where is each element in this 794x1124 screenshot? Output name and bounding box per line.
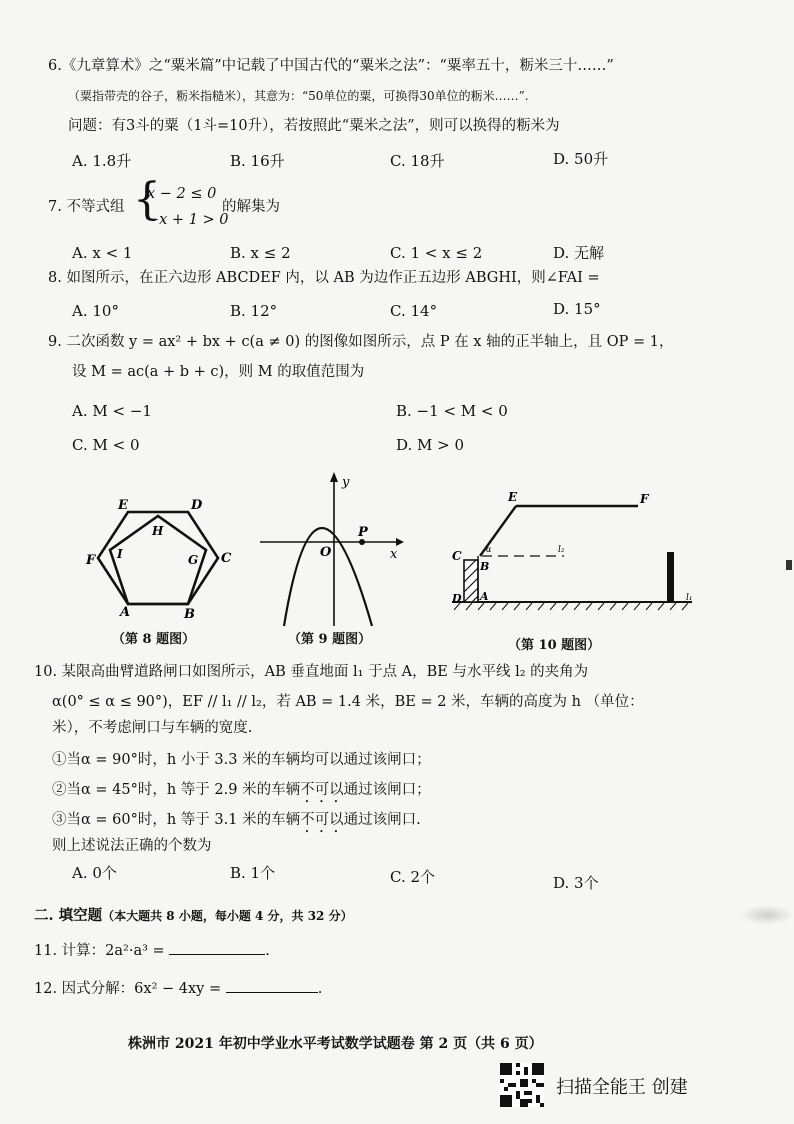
q12-text: 12. 因式分解：6x² − 4xy = (34, 981, 222, 997)
figure-8-hexagon-pentagon (84, 492, 244, 622)
hex-label-g: G (188, 553, 199, 567)
point-label-p: P (358, 525, 368, 540)
hex-label-b: B (184, 607, 195, 622)
gate-label-c: C (452, 549, 462, 563)
gate-label-l2: l₂ (558, 545, 565, 555)
q10-ask: 则上述说法正确的个数为 (52, 838, 212, 854)
q9-option-d: D. M > 0 (396, 436, 465, 454)
q10-s3-emphasis: 不可以 (300, 812, 344, 828)
figure-10-caption: （第 10 题图） (508, 638, 601, 653)
gate-label-d: D (452, 592, 462, 605)
q12-end: . (317, 981, 323, 997)
q6-option-a: A. 1.8升 (72, 152, 132, 170)
qr-code-icon (500, 1063, 544, 1107)
q7-option-d: D. 无解 (553, 244, 605, 262)
section-2-heading (34, 906, 353, 926)
q6-line3: 问题：有3斗的粟（1斗=10升），若按照此“粟米之法”，则可以换得的粝米为 (68, 118, 560, 134)
q6-line1: 6.《九章算术》之“粟米篇”中记载了中国古代的“粟米之法”：“粟率五十，粝米三十……” (48, 58, 614, 74)
q10-s2-emphasis: 不可以 (300, 782, 344, 798)
q9-line1: 9. 二次函数 y = ax² + bx + c(a ≠ 0) 的图像如图所示，点 P 在 x 轴的正半轴上，且 OP = 1， (48, 334, 674, 350)
q10-line1: 10. 某限高曲臂道路闸口如图所示，AB 垂直地面 l₁ 于点 A，BE 与水平线 l₂ 的夹角为 (34, 664, 589, 680)
q7-suffix: 的解集为 (222, 199, 280, 215)
figure-9-parabola (254, 470, 404, 630)
hex-label-c: C (221, 551, 232, 566)
q8-line1: 8. 如图所示，在正六边形 ABCDEF 内，以 AB 为边作正五边形 ABGHI，则∠FAI = (48, 270, 600, 286)
hex-label-h: H (152, 524, 164, 538)
q10-statement-2 (52, 780, 431, 806)
q11-end: . (265, 943, 270, 959)
q10-line3: 米），不考虑闸口与车辆的宽度. (52, 720, 253, 736)
q10-statement-3 (52, 810, 421, 836)
q9-line2: 设 M = ac(a + b + c)，则 M 的取值范围为 (72, 364, 365, 380)
q10-option-d: D. 3个 (553, 874, 599, 892)
scanner-watermark: 扫描全能王 创建 (556, 1077, 688, 1098)
q11-line (34, 940, 270, 961)
gate-label-l1: l₁ (686, 593, 693, 603)
q7-inequality-2: −x + 1 > 0 (147, 212, 229, 228)
scan-edge-mark (786, 560, 792, 570)
q6-option-d: D. 50升 (553, 150, 609, 168)
q8-option-b: B. 12° (230, 302, 278, 320)
axis-label-y: y (342, 475, 350, 490)
q7-inequality-1: x − 2 ≤ 0 (147, 186, 217, 202)
figure-9-caption: （第 9 题图） (288, 632, 372, 647)
axis-label-x: x (390, 547, 398, 562)
q7-brace: { (133, 174, 161, 225)
hex-label-e: E (118, 498, 128, 513)
gate-label-alpha: α (486, 545, 492, 554)
page-footer: 株洲市 2021 年初中学业水平考试数学试题卷 第 2 页（共 6 页） (128, 1036, 543, 1052)
q6-line2: （粟指带壳的谷子，粝米指糙米），其意为：“50单位的粟，可换得30单位的粝米……”. (68, 89, 529, 103)
hex-label-i: I (117, 547, 123, 561)
hex-label-a: A (120, 605, 131, 620)
section-2-title: 二. 填空题 (34, 907, 103, 924)
q9-option-a: A. M < −1 (72, 402, 152, 420)
q12-line (34, 978, 322, 999)
hex-label-f: F (86, 553, 96, 568)
q8-option-d: D. 15° (553, 300, 601, 318)
gate-label-e: E (508, 490, 518, 504)
q10-option-b: B. 1个 (230, 864, 276, 882)
figure-8-caption: （第 8 题图） (112, 632, 196, 647)
q10-s2-pre: ②当α = 45°时，h 等于 2.9 米的车辆 (52, 782, 301, 798)
origin-label-o: O (320, 545, 332, 560)
q7-option-b: B. x ≤ 2 (230, 244, 291, 262)
q10-s3-pre: ③当α = 60°时，h 等于 3.1 米的车辆 (52, 812, 301, 828)
q10-s3-post: 通过该闸口. (343, 812, 421, 828)
q6-option-b: B. 16升 (230, 152, 285, 170)
q11-text: 11. 计算：2a²·a³ = (34, 943, 165, 959)
q7-option-a: A. x < 1 (72, 244, 133, 262)
q10-option-c: C. 2个 (390, 868, 436, 886)
q7-option-c: C. 1 < x ≤ 2 (390, 244, 483, 262)
q10-line2: α(0° ≤ α ≤ 90°)，EF // l₁ // l₂，若 AB = 1.4 米，BE = 2 米，车辆的高度为 h （单位： (52, 694, 644, 710)
gate-label-f: F (640, 492, 649, 506)
q8-option-c: C. 14° (390, 302, 438, 320)
q12-answer-blank (226, 978, 318, 993)
q9-option-b: B. −1 < M < 0 (396, 402, 508, 420)
scan-smudge (740, 905, 794, 925)
q6-option-c: C. 18升 (390, 152, 445, 170)
gate-label-b: B (480, 560, 490, 573)
section-2-note: （本大题共 8 小题，每小题 4 分，共 32 分） (102, 909, 353, 923)
figure-10-gate (446, 486, 706, 616)
q8-option-a: A. 10° (72, 302, 119, 320)
q10-option-a: A. 0个 (72, 864, 117, 882)
q9-option-c: C. M < 0 (72, 436, 140, 454)
gate-label-a: A (480, 590, 489, 603)
q7-prefix: 7. 不等式组 (48, 199, 125, 215)
q10-statement-1: ①当α = 90°时，h 小于 3.3 米的车辆均可以通过该闸口； (52, 752, 431, 768)
q11-answer-blank (169, 940, 265, 955)
hex-label-d: D (191, 498, 203, 513)
q10-s2-post: 通过该闸口； (343, 782, 431, 798)
